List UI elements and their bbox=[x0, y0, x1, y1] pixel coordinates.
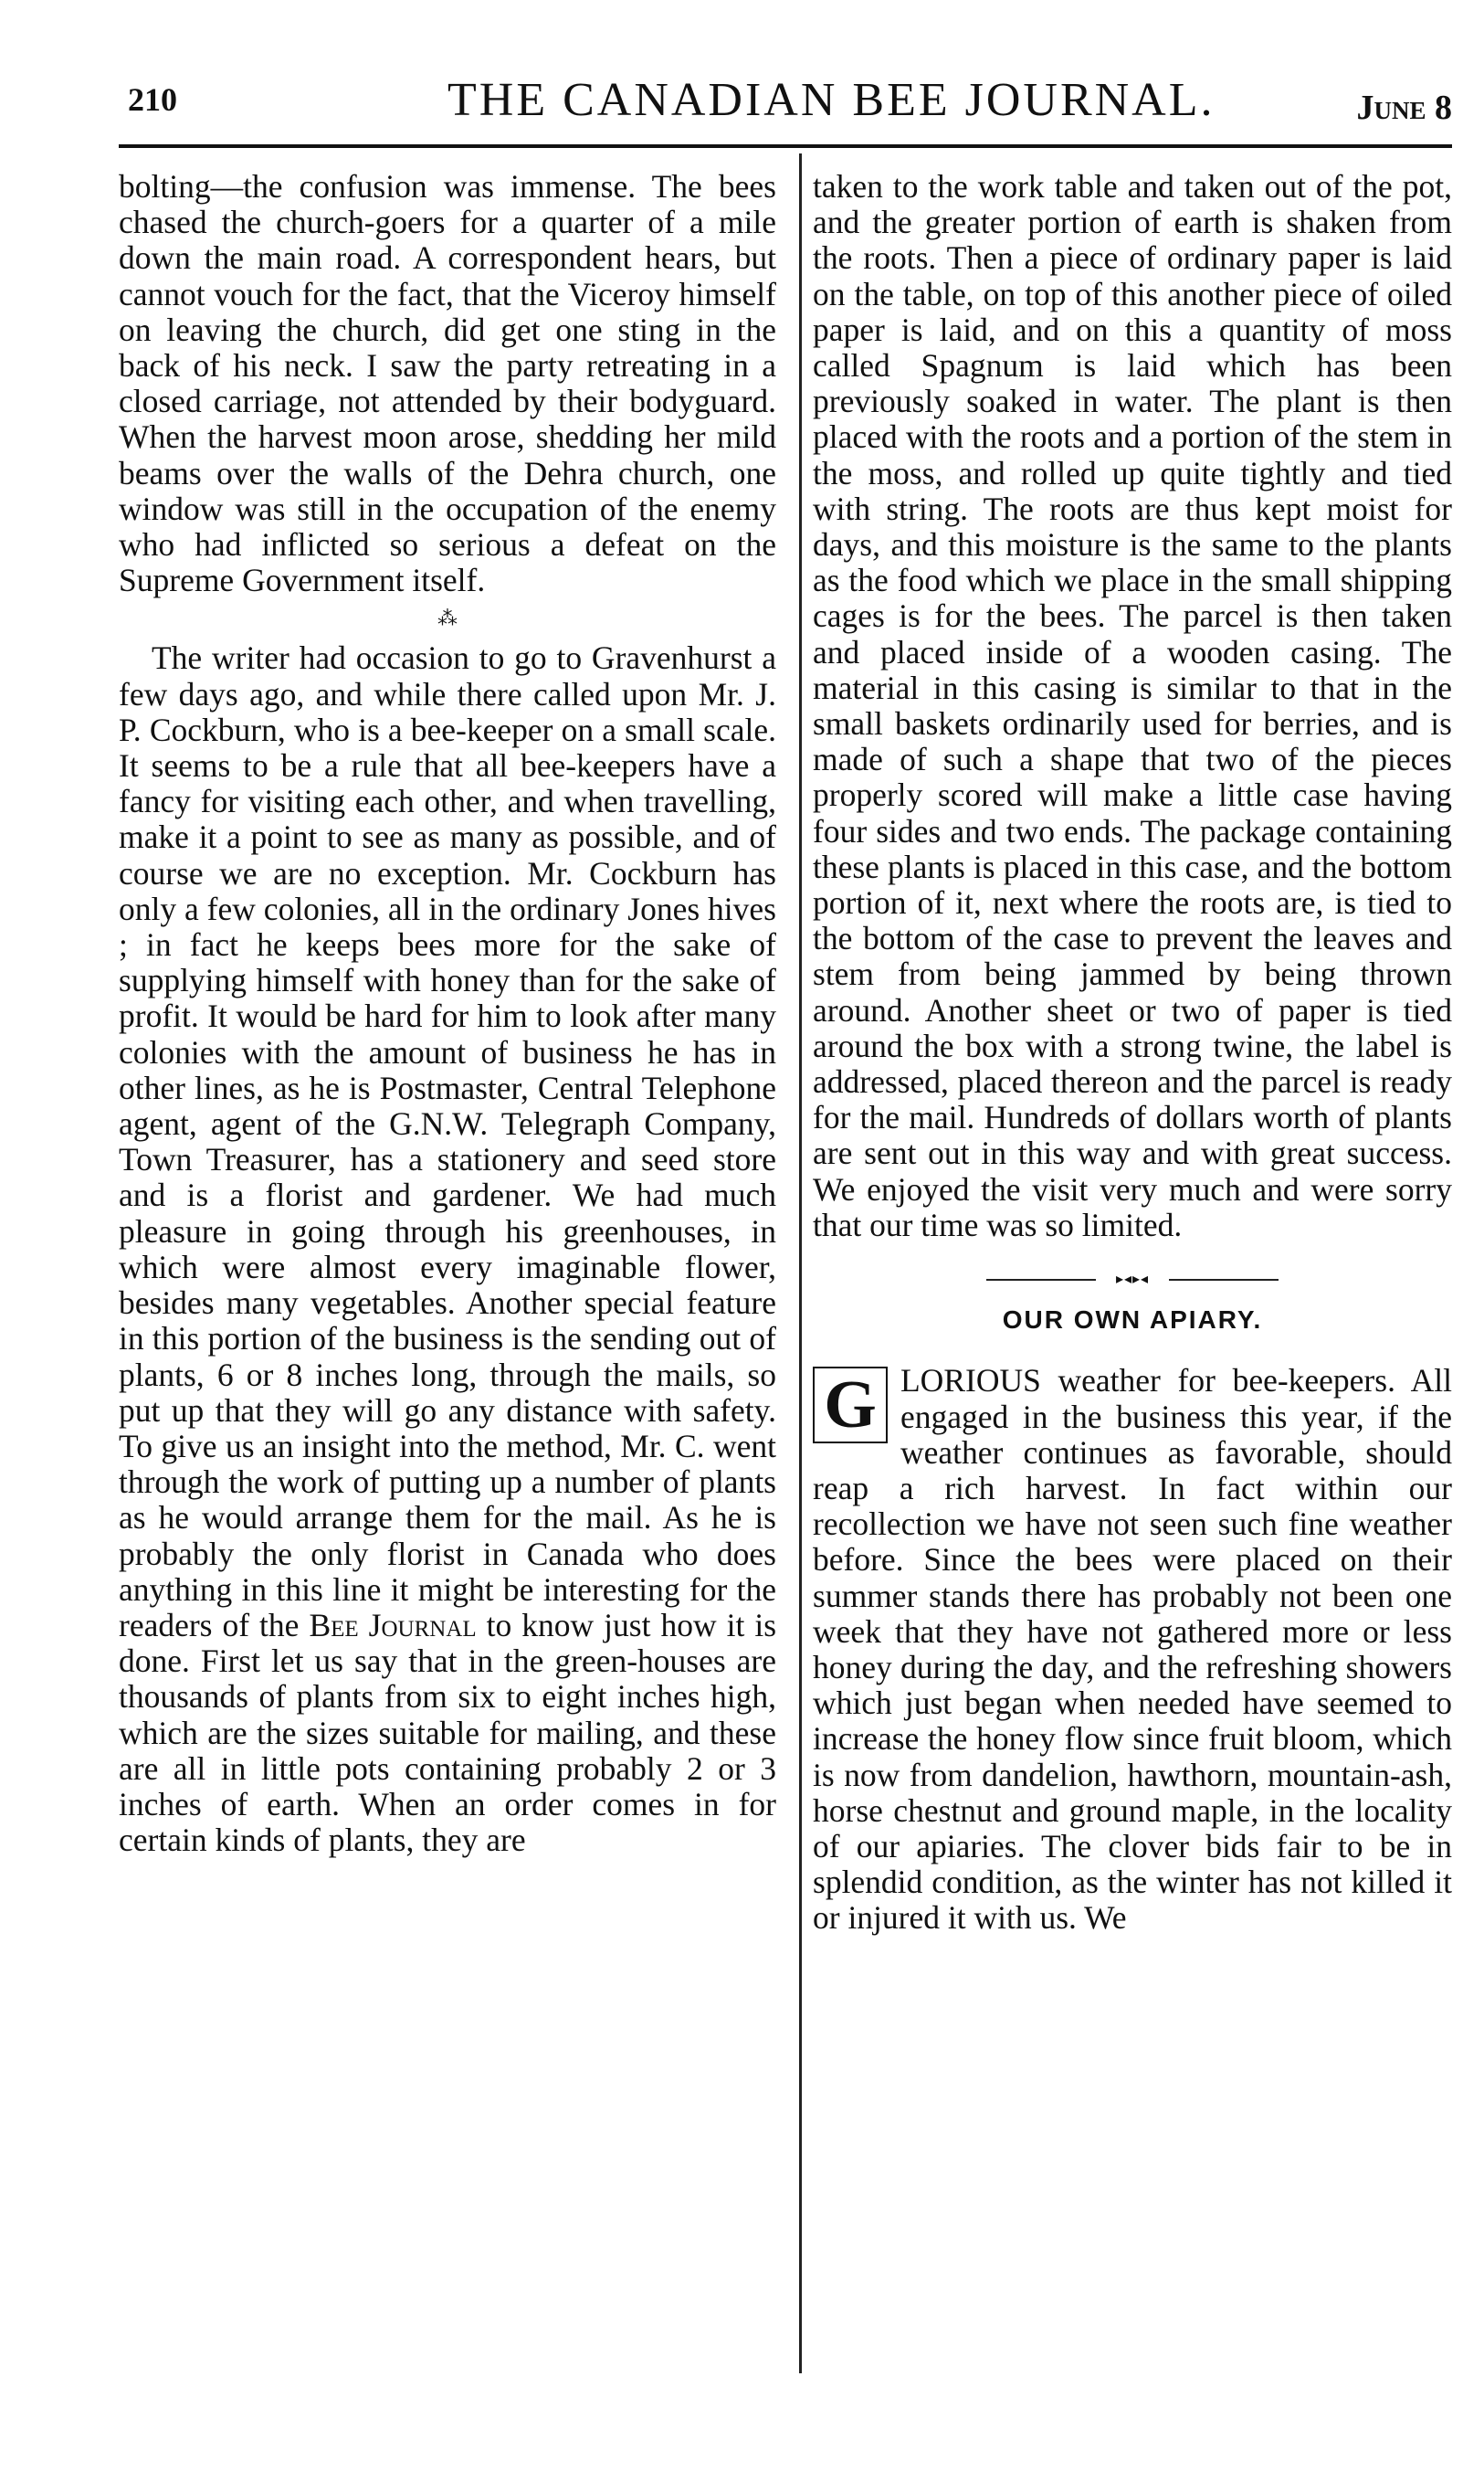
header-rule bbox=[119, 144, 1452, 148]
column-divider bbox=[799, 153, 802, 2373]
left-column bbox=[119, 169, 776, 1858]
article-paragraph bbox=[813, 1363, 1452, 1936]
issue-date: June 8 bbox=[1356, 89, 1452, 127]
section-heading: OUR OWN APIARY. bbox=[1002, 1305, 1263, 1335]
lead-word-smallcaps: LORIOUS bbox=[900, 1362, 1041, 1399]
page-number: 210 bbox=[128, 81, 177, 118]
asterism-ornament: ⁂ bbox=[437, 607, 458, 630]
journal-name-smallcaps: Bee Journal bbox=[309, 1606, 477, 1643]
article-paragraph: taken to the work table and taken out of the pot, and the greater portion of earth is shaken from the roots. Then a piece of ordinary paper is laid on the table, on top of this another piece of oiled paper is laid, and on this a quantity of moss called Spagnum is laid which has been previously soaked in water. The plant is then placed with the roots and a portion of the stem in the moss, and rolled up quite tightly and tied with string. The roots are thus kept moist for days, and this moisture is the same to the plants as the food which we place in the small shipping cages is for the bees. The parcel is then taken and placed inside of a wooden casing. The material in this casing is similar to that in the small baskets ordinarily used for berries, and is made of such a shape that two of the pieces properly scored will make a little case having four sides and two ends. The package containing these plants is placed in this case, and the bottom portion of it, next where the roots are, is tied to the bottom of the case to prevent the leaves and stem from being jammed by being thrown around. Another sheet or two of paper is tied around the box with a strong twine, the label is addressed, placed thereon and the parcel is ready for the mail. Hundreds of dollars worth of plants are sent out in this way and with great success. We enjoyed the visit very much and were sorry that our time was so limited. bbox=[813, 168, 1452, 1243]
paragraph-text: to know just how it is done. First let us say that in the green-houses are thousands of plants from six to eight inches high, which are the sizes suitable for mailing, and these are all in little pots containing probably 2 or 3 inches of earth. When an order comes in for certain kinds of plants, they are bbox=[119, 1606, 777, 1859]
divider-ornament: ▸◂▸◂ bbox=[1115, 1272, 1150, 1288]
right-column bbox=[813, 169, 1452, 1937]
divider-line-right bbox=[1169, 1279, 1279, 1281]
section-divider bbox=[986, 1271, 1279, 1289]
paragraph-text: weather for bee-keepers. All engaged in the business this year, if the weather continues as favorable, should reap a rich harvest. In fact within our recollection we have not seen such fine weather before. Since the bees were placed on their summer stands there has probably not been one week that they have not gathered more or less honey during the day, and the refreshing showers which just began when needed have seemed to increase the honey flow since fruit bloom, which is now from dandelion, hawthorn, mountain-ash, horse chestnut and ground maple, in the locality of our apiaries. The clover bids fair to be in splendid condition, as the winter has not killed it or injured it with us. We bbox=[813, 1362, 1453, 1937]
article-paragraph bbox=[119, 640, 776, 1858]
paragraph-text: The writer had occasion to go to Gravenhurst a few days ago, and while there called upon Mr. J. P. Cockburn, who is a bee-keeper on a small scale. It seems to be a rule that all bee-keepers have a fancy for visiting each other, and when travelling, make it a point to see as many as possible, and of course we are no exception. Mr. Cockburn has only a few colonies, all in the ordinary Jones hives ; in fact he keeps bees more for the sake of supplying himself with honey than for the sake of profit. It would be hard for him to look after many colonies with the amount of business he has in other lines, as he is Postmaster, Central Telephone agent, agent of the G.N.W. Telegraph Company, Town Treasurer, has a stationery and seed store and is a florist and gardener. We had much pleasure in going through his greenhouses, in which were almost every imaginable flower, besides many vegetables. Another special feature in this portion of the business is the sending out of plants, 6 or 8 inches long, through the mails, so put up that they will go any distance with safety. To give us an insight into the method, Mr. C. went through the work of putting up a number of plants as he would arrange them for the mail. As he is probably the only florist in Canada who does anything in this line it might be interesting for the readers of the bbox=[119, 639, 776, 1643]
journal-title: THE CANADIAN BEE JOURNAL. bbox=[447, 74, 1216, 126]
page-header bbox=[119, 73, 1461, 137]
drop-cap: G bbox=[813, 1367, 888, 1443]
article-paragraph: bolting—the confusion was immense. The bees chased the church-goers for a quarter of a mile down the main road. A correspondent hears, but cannot vouch for the fact, that the Viceroy himself on leaving the church, did get one sting in the back of his neck. I saw the party retreating in a closed carriage, not attended by their bodyguard. When the harvest moon arose, shedding her mild beams over the walls of the Dehra church, one window was still in the occupation of the enemy who had inflicted so serious a defeat on the Supreme Government itself. bbox=[119, 168, 776, 599]
divider-line-left bbox=[986, 1279, 1096, 1281]
